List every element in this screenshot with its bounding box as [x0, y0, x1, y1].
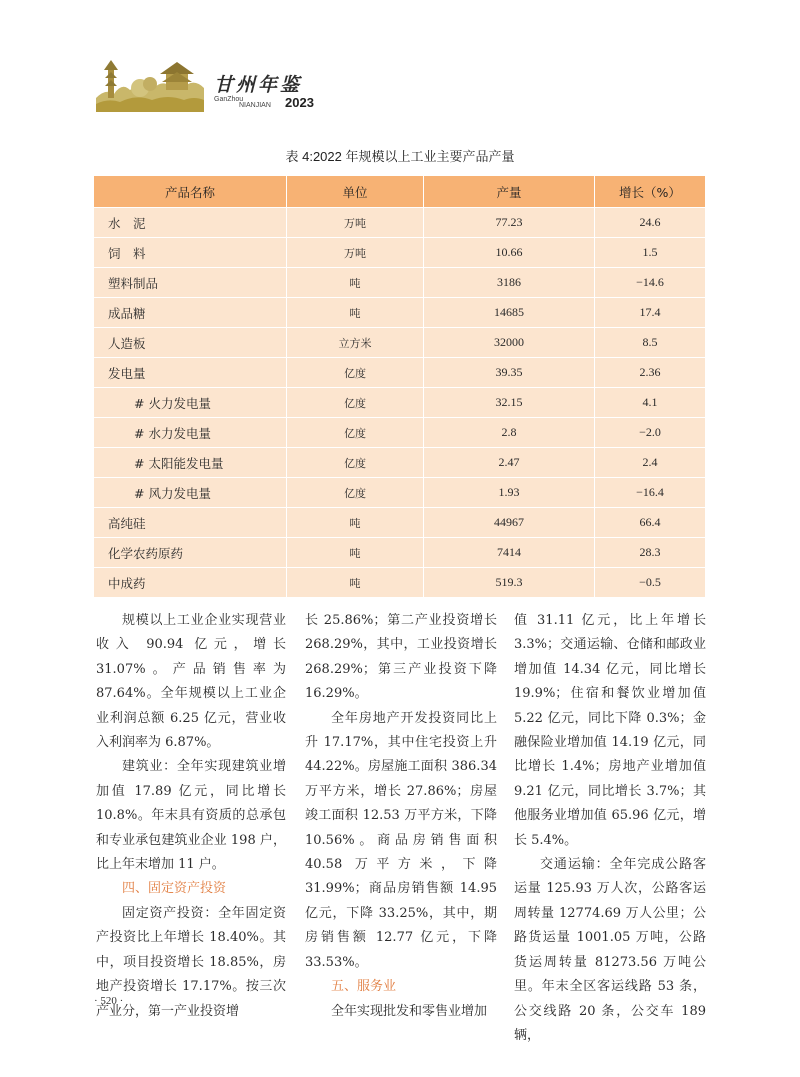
cell-output: 7414 [424, 538, 595, 568]
cell-output: 3186 [424, 268, 595, 298]
cell-unit: 吨 [287, 508, 424, 538]
cell-growth: 8.5 [595, 328, 706, 358]
cell-output: 2.47 [424, 448, 595, 478]
cell-name: 发电量 [94, 358, 287, 388]
cell-unit: 立方米 [287, 328, 424, 358]
text-column-3 [514, 609, 706, 1048]
paragraph-industrial-revenue: 规模以上工业企业实现营业收入 90.94 亿元，增长 31.07%。产品销售率为 87.64%。全年规模以上工业企业利润总额 6.25 亿元，营业收入利润率为 6.87%。 [96, 613, 286, 751]
cell-growth: 4.1 [595, 388, 706, 418]
cell-name: 水 泥 [94, 208, 287, 238]
cell-name: # 火力发电量 [94, 388, 287, 418]
table-row [94, 418, 706, 448]
section-heading-fixed-investment: 四、固定资产投资 [122, 881, 227, 897]
header-unit: 单位 [287, 176, 424, 208]
table-row [94, 568, 706, 598]
cell-unit: 吨 [287, 568, 424, 598]
paragraph-transport: 交通运输：全年完成公路客运量 125.93 万人次，公路客运周转量 12774.69 万人公里；公路货运量 1001.05 万吨，公路货运周转量 81273.56 万吨公里。年末全区客运线路 53 条，公交线路 20 条，公交车 189 辆， [514, 857, 706, 1043]
cell-output: 1.93 [424, 478, 595, 508]
logo-year: 2023 [285, 95, 314, 110]
table-row [94, 238, 706, 268]
paragraph-construction: 建筑业：全年实现建筑业增加值 17.89 亿元，同比增长 10.8%。年末具有资质的总承包和专业承包建筑业企业 198 户，比上年末增加 11 户。 [96, 759, 286, 873]
cell-output: 44967 [424, 508, 595, 538]
cell-output: 32.15 [424, 388, 595, 418]
header-product-name: 产品名称 [94, 176, 287, 208]
cell-name: 中成药 [94, 568, 287, 598]
cell-name: 人造板 [94, 328, 287, 358]
yearbook-header [96, 58, 336, 114]
cell-name: 饲 料 [94, 238, 287, 268]
table-title: 表 4:2022 年规模以上工业主要产品产量 [285, 149, 515, 164]
text-column-2 [305, 609, 497, 1024]
cell-name: 塑料制品 [94, 268, 287, 298]
cell-growth: 1.5 [595, 238, 706, 268]
yearbook-logo-image [96, 58, 204, 112]
cell-growth: 2.36 [595, 358, 706, 388]
logo-english-line-2: NIANJIAN [239, 102, 271, 109]
cell-name: 化学农药原药 [94, 538, 287, 568]
cell-unit: 亿度 [287, 388, 424, 418]
cell-output: 10.66 [424, 238, 595, 268]
logo-title: 甘州年鉴 [214, 74, 303, 96]
cell-growth: 24.6 [595, 208, 706, 238]
table-row [94, 328, 706, 358]
cell-growth: 28.3 [595, 538, 706, 568]
cell-unit: 亿度 [287, 418, 424, 448]
cell-unit: 吨 [287, 268, 424, 298]
paragraph-fixed-investment: 固定资产投资：全年固定资产投资比上年增长 18.40%。其中，项目投资增长 18.85%，房地产投资增长 17.17%。按三次产业分，第一产业投资增 [96, 905, 286, 1019]
cell-name: # 太阳能发电量 [94, 448, 287, 478]
paragraph-wholesale-retail: 全年实现批发和零售业增加 [331, 1003, 488, 1019]
cell-unit: 亿度 [287, 448, 424, 478]
cell-unit: 万吨 [287, 208, 424, 238]
cell-unit: 万吨 [287, 238, 424, 268]
cell-growth: 66.4 [595, 508, 706, 538]
table-row [94, 538, 706, 568]
table-row [94, 298, 706, 328]
table-row [94, 448, 706, 478]
section-heading-services: 五、服务业 [331, 979, 397, 995]
table-row [94, 388, 706, 418]
cell-name: 高纯硅 [94, 508, 287, 538]
paragraph-real-estate: 全年房地产开发投资同比上升 17.17%，其中住宅投资上升 44.22%。房屋施工面积 386.34 万平方米，增长 27.86%；房屋竣工面积 12.53 万平方米，下降 10.56%。商品房销售面积 40.58 万平方米，下降 31.99%；商品房销售额 14.95 亿元，下降 33.25%，其中，期房销售额 12.77 亿元，下降 33.53%。 [305, 710, 497, 970]
cell-unit: 吨 [287, 298, 424, 328]
cell-output: 77.23 [424, 208, 595, 238]
table-row [94, 478, 706, 508]
cell-growth: −16.4 [595, 478, 706, 508]
text-column-1 [96, 609, 286, 1024]
header-output: 产量 [424, 176, 595, 208]
paragraph-services-continued: 值 31.11 亿元，比上年增长 3.3%；交通运输、仓储和邮政业增加值 14.34 亿元，同比增长 19.9%；住宿和餐饮业增加值 5.22 亿元，同比下降 0.3%；金融保险业增加值 14.19 亿元，同比增长 1.4%；房地产业增加值 9.21 亿元，同比增长 3.7%；其他服务业增加值 65.96 亿元，增长 5.4%。 [514, 613, 706, 848]
cell-growth: 2.4 [595, 448, 706, 478]
cell-unit: 吨 [287, 538, 424, 568]
table-row [94, 268, 706, 298]
cell-output: 32000 [424, 328, 595, 358]
cell-output: 14685 [424, 298, 595, 328]
logo-english-line-1: GanZhou [214, 96, 244, 103]
paragraph-investment-continued: 长 25.86%；第二产业投资增长 268.29%，其中，工业投资增长 268.29%；第三产业投资下降 16.29%。 [305, 613, 497, 702]
page-number: · 520 · [94, 995, 124, 1007]
cell-name: # 水力发电量 [94, 418, 287, 448]
cell-output: 39.35 [424, 358, 595, 388]
table-header-row [94, 176, 706, 208]
header-growth: 增长（%） [595, 176, 706, 208]
cell-name: 成品糖 [94, 298, 287, 328]
table-row [94, 508, 706, 538]
cell-name: # 风力发电量 [94, 478, 287, 508]
table-row [94, 358, 706, 388]
cell-unit: 亿度 [287, 478, 424, 508]
cell-growth: −0.5 [595, 568, 706, 598]
cell-growth: −14.6 [595, 268, 706, 298]
cell-unit: 亿度 [287, 358, 424, 388]
cell-growth: 17.4 [595, 298, 706, 328]
cell-output: 2.8 [424, 418, 595, 448]
table-row [94, 208, 706, 238]
product-output-table [93, 175, 706, 598]
cell-output: 519.3 [424, 568, 595, 598]
cell-growth: −2.0 [595, 418, 706, 448]
